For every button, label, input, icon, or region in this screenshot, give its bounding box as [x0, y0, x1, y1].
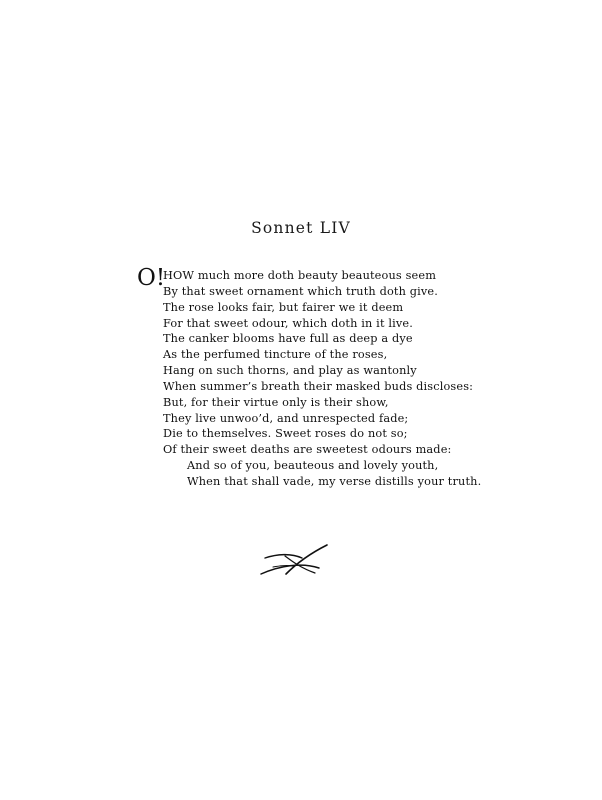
- poem-line-1: HOW much more doth beauty beauteous seem: [163, 269, 437, 282]
- poem-line-7: Hang on such thorns, and play as wantonly: [163, 364, 417, 378]
- poem-line-2: By that sweet ornament which truth doth give.: [163, 284, 439, 298]
- poem-line-8: When summer’s breath their masked buds discloses:: [163, 379, 474, 393]
- page-title: Sonnet LIV: [251, 219, 351, 237]
- flourish-ornament-icon: [255, 540, 335, 580]
- poem-line-4: For that sweet odour, which doth in it live.: [163, 316, 414, 330]
- drop-cap: O!: [137, 265, 166, 291]
- poem-line-12: Of their sweet deaths are sweetest odours made:: [163, 443, 452, 457]
- poem-line-9: But, for their virtue only is their show,: [163, 395, 389, 409]
- poem-line-5: The canker blooms have full as deep a dye: [163, 332, 413, 346]
- poem-line-11: Die to themselves. Sweet roses do not so;: [163, 427, 408, 441]
- poem-line-6: As the perfumed tincture of the roses,: [163, 348, 388, 362]
- poem-line-14: When that shall vade, my verse distills your truth.: [187, 474, 482, 488]
- poem-line-3: The rose looks fair, but fairer we it deem: [163, 300, 404, 314]
- poem-line-10: They live unwoo’d, and unrespected fade;: [163, 411, 409, 425]
- poem-line-13: And so of you, beauteous and lovely youth,: [187, 459, 439, 473]
- poem-body: [137, 265, 583, 490]
